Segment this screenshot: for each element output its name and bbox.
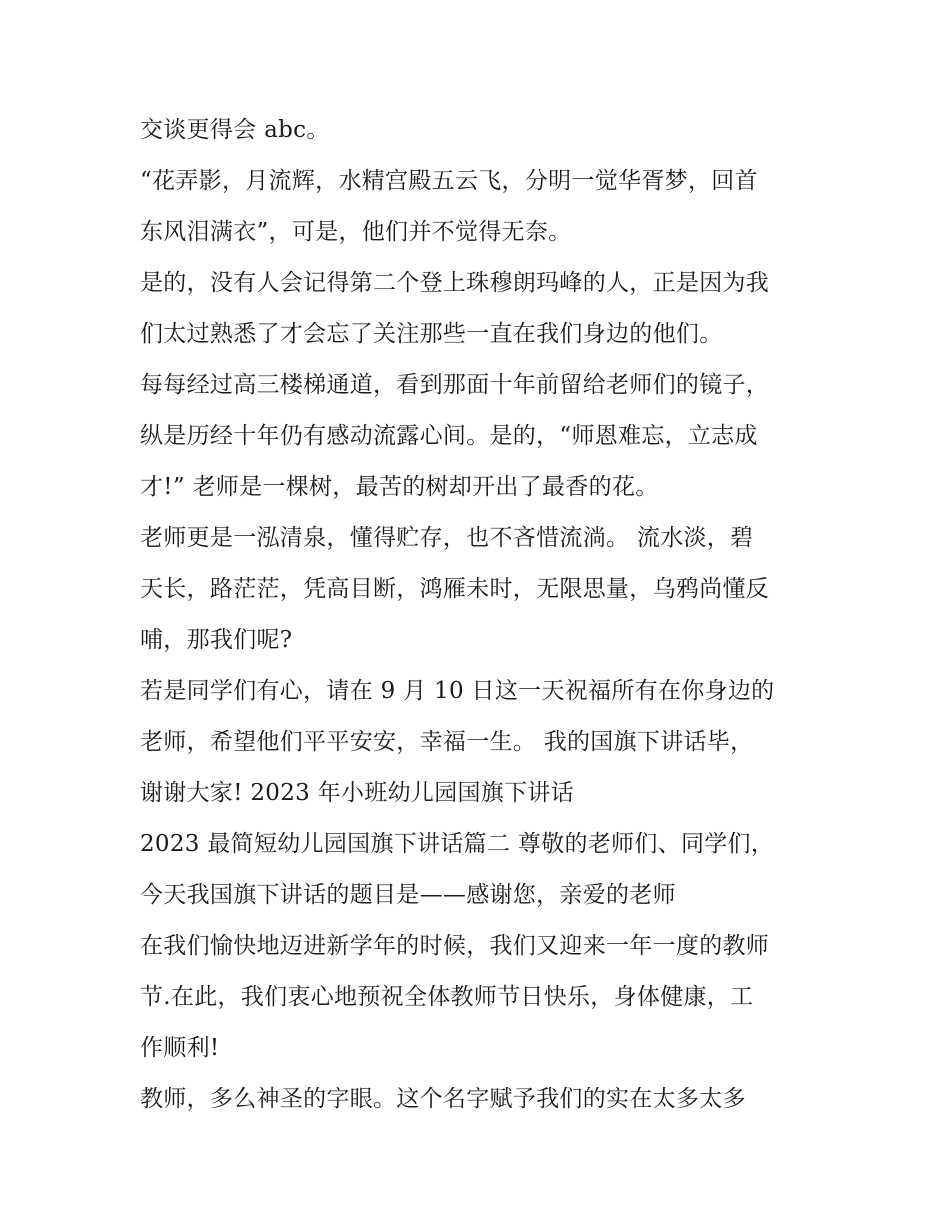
text-line: 哺，那我们呢?	[140, 627, 293, 653]
text-line: 若是同学们有心，请在 9 月 10 日这一天祝福所有在你身边的	[140, 678, 775, 704]
text-line: 谢谢大家! 2023 年小班幼儿园国旗下讲话	[140, 780, 574, 806]
text-line: 天长，路茫茫，凭高目断，鸿雁未时，无限思量，乌鸦尚懂反	[140, 576, 770, 602]
text-line: 是的，没有人会记得第二个登上珠穆朗玛峰的人，正是因为我	[140, 270, 770, 296]
text-line: 2023 最简短幼儿园国旗下讲话篇二 尊敬的老师们、同学们，	[140, 831, 775, 857]
text-line: 老师更是一泓清泉，懂得贮存，也不吝惜流淌。 流水淡，碧	[140, 525, 754, 551]
text-line: 节.在此，我们衷心地预祝全体教师节日快乐，身体健康，工	[140, 984, 754, 1010]
text-line: 今天我国旗下讲话的题目是——感谢您，亲爱的老师	[140, 882, 676, 908]
text-line: 每每经过高三楼梯通道，看到那面十年前留给老师们的镜子，	[140, 372, 770, 398]
text-line: 东风泪满衣”，可是，他们并不觉得无奈。	[140, 219, 572, 245]
text-line: “花弄影，月流辉，水精宫殿五云飞，分明一觉华胥梦，回首	[140, 168, 758, 194]
text-line: 老师，希望他们平平安安，幸福一生。 我的国旗下讲话毕，	[140, 729, 754, 755]
text-line: 们太过熟悉了才会忘了关注那些一直在我们身边的他们。	[140, 321, 723, 347]
text-line: 纵是历经十年仍有感动流露心间。是的，“师恩难忘，立志成	[140, 423, 758, 449]
text-line: 交谈更得会 abc。	[140, 117, 330, 143]
text-line: 作顺利!	[140, 1035, 220, 1061]
text-line: 教师，多么神圣的字眼。这个名字赋予我们的实在太多太多	[140, 1086, 746, 1112]
text-line: 在我们愉快地迈进新学年的时候，我们又迎来一年一度的教师	[140, 933, 770, 959]
text-line: 才!” 老师是一棵树，最苦的树却开出了最香的花。	[140, 474, 659, 500]
